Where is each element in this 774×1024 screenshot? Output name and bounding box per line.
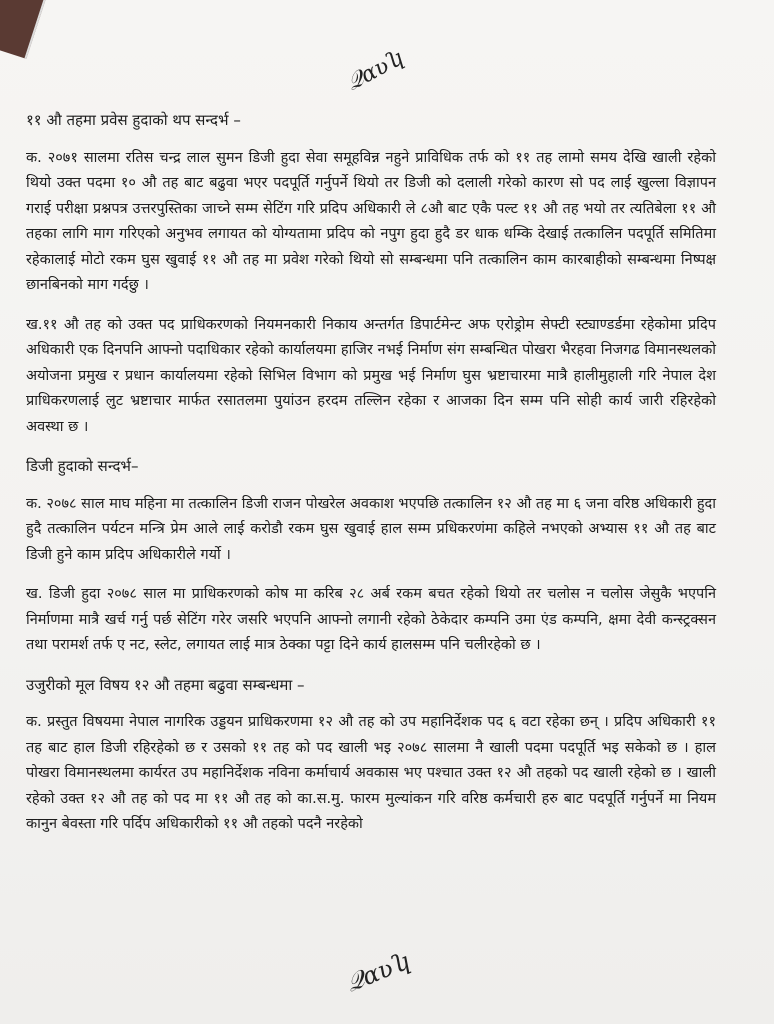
section-entry-grade-11 bbox=[26, 108, 716, 440]
signature-top: 𝒬ɑʋʮ bbox=[342, 45, 409, 96]
section-heading: डिजी हुदाको सन्दर्भ– bbox=[26, 457, 139, 475]
signature-bottom: 𝒬ɑʋʮ bbox=[342, 946, 415, 998]
section-heading: उजुरीको मूल विषय १२ औ तहमा बढुवा सम्बन्धमा – bbox=[26, 675, 305, 694]
section-main-complaint bbox=[26, 673, 716, 838]
section-heading: ११ औ तहमा प्रवेस हुदाको थप सन्दर्भ – bbox=[26, 111, 241, 129]
paragraph: ख. डिजी हुदा २०७८ साल मा प्राधिकरणको कोष मा करिब २८ अर्ब रकम बचत रहेको थियो तर चलोस न चलोस जेसुकै भएपनि निर्माणमा मात्रै खर्च गर्नु पर्छ सेटिंग गरेर जसरि भएपनि आफ्नो लगानी रहेको ठेकेदार कम्पनि उमा एंड कम्पनि, क्षमा देवी कन्स्ट्रक्सन तथा परामर्श तर्फ ए नट, स्लेट, लगायत लाई मात्र ठेक्का पट्टा दिने कार्य हालसम्म पनि चलीरहेको छ । bbox=[26, 586, 716, 653]
section-dg-context bbox=[26, 454, 716, 659]
paragraph: क. प्रस्तुत विषयमा नेपाल नागरिक उड्डयन प्राधिकरणमा १२ औ तह को उप महानिर्देशक पद ६ वटा रहेका छन् । प्रदिप अधिकारी ११ तह बाट हाल डिजी रहिरहेको छ र उसको ११ तह को पद खाली भइ २०७८ सालमा नै खाली पदमा पदपूर्ति भइ सकेको छ । हाल पोखरा विमानस्थलमा कार्यरत उप महानिर्देशक नविना कर्माचार्य अवकास भए पश्चात उक्त १२ औ तहको पद खाली रहेको छ । खाली रहेको उक्त १२ औ तह को पद मा ११ औ तह को का.स.मु. फारम मुल्यांकन गरि वरिष्ठ कर्मचारी हरु बाट पदपूर्ति गर्नुपर्ने मा नियम कानुन बेवस्ता गरि पर्दिप अधिकारीको ११ औ तहको पदनै नरहेको bbox=[26, 714, 716, 832]
paragraph: ख.११ औ तह को उक्त पद प्राधिकरणको नियमनकारी निकाय अन्तर्गत डिपार्टमेन्ट अफ एरोड्रोम सेफ्टी स्ट्याण्डर्डमा रहेकोमा प्रदिप अधिकारी एक दिनपनि आफ्नो पदाधिकार रहेको कार्यालयमा हाजिर नभई निर्माण संग सम्बन्धित पोखरा भैरहवा निजगढ विमानस्थलको अयोजना प्रमुख र प्रधान कार्यालयमा रहेको सिभिल विभाग को प्रमुख भई निर्माण घुस भ्रष्टाचारमा मात्रै हालीमुहाली गरि नेपाल देश प्राधिकरणलाई लुट भ्रष्टाचार मार्फत रसातलमा पुयांउन हरदम तल्लिन रहेका र आजका दिन सम्म पनि सोही कार्य जारी रहिरहेको अवस्था छ । bbox=[26, 316, 716, 435]
page-corner-shadow bbox=[0, 0, 54, 59]
paragraph: क. २०७८ साल माघ महिना मा तत्कालिन डिजी राजन पोखरेल अवकाश भएपछि तत्कालिन १२ औ तह मा ६ जना वरिष्ठ अधिकारी हुदा हुदै तत्कालिन पर्यटन मन्त्रि प्रेम आले लाई करोडौ रकम घुस खुवाई हाल सम्म प्रधिकरणंमा कहिले नभएको अभ्यास ११ औ तह बाट डिजी हुने काम प्रदिप अधिकारीले गर्यो । bbox=[26, 495, 716, 563]
paragraph: क. २०७१ सालमा रतिस चन्द्र लाल सुमन डिजी हुदा सेवा समूहविन्न नहुने प्राविधिक तर्फ को ११ तह लामो समय देखि खाली रहेको थियो उक्त पदमा १० औ तह बाट बढुवा भएर पदपूर्ति गर्नुपर्ने थियो तर डिजी को दलाली गरेको कारण सो पद लाई खुल्ला विज्ञापन गराई परीक्षा प्रश्नपत्र उत्तरपुस्तिका जाच्ने सम्म सेटिंग गरि प्रदिप अधिकारी ले ८औ बाट एकै पल्ट ११ औ तह भयो तर त्यतिबेला ११ औ तहका लागि माग गरिएको अनुभव लगायत को योग्यतामा प्रदिप को नपुग हुदा हुदै डर धाक धम्कि देखाई तत्कालिन पदपूर्ति समितिमा रहेकालाई मोटो रकम घुस खुवाई ११ औ तह मा प्रवेश गरेको थियो सो सम्बन्धमा पनि तत्कालिन काम कारबाहीको सम्बन्धमा निष्पक्ष छानबिनको माग गर्दछु । bbox=[26, 149, 716, 293]
document-body bbox=[26, 108, 716, 852]
